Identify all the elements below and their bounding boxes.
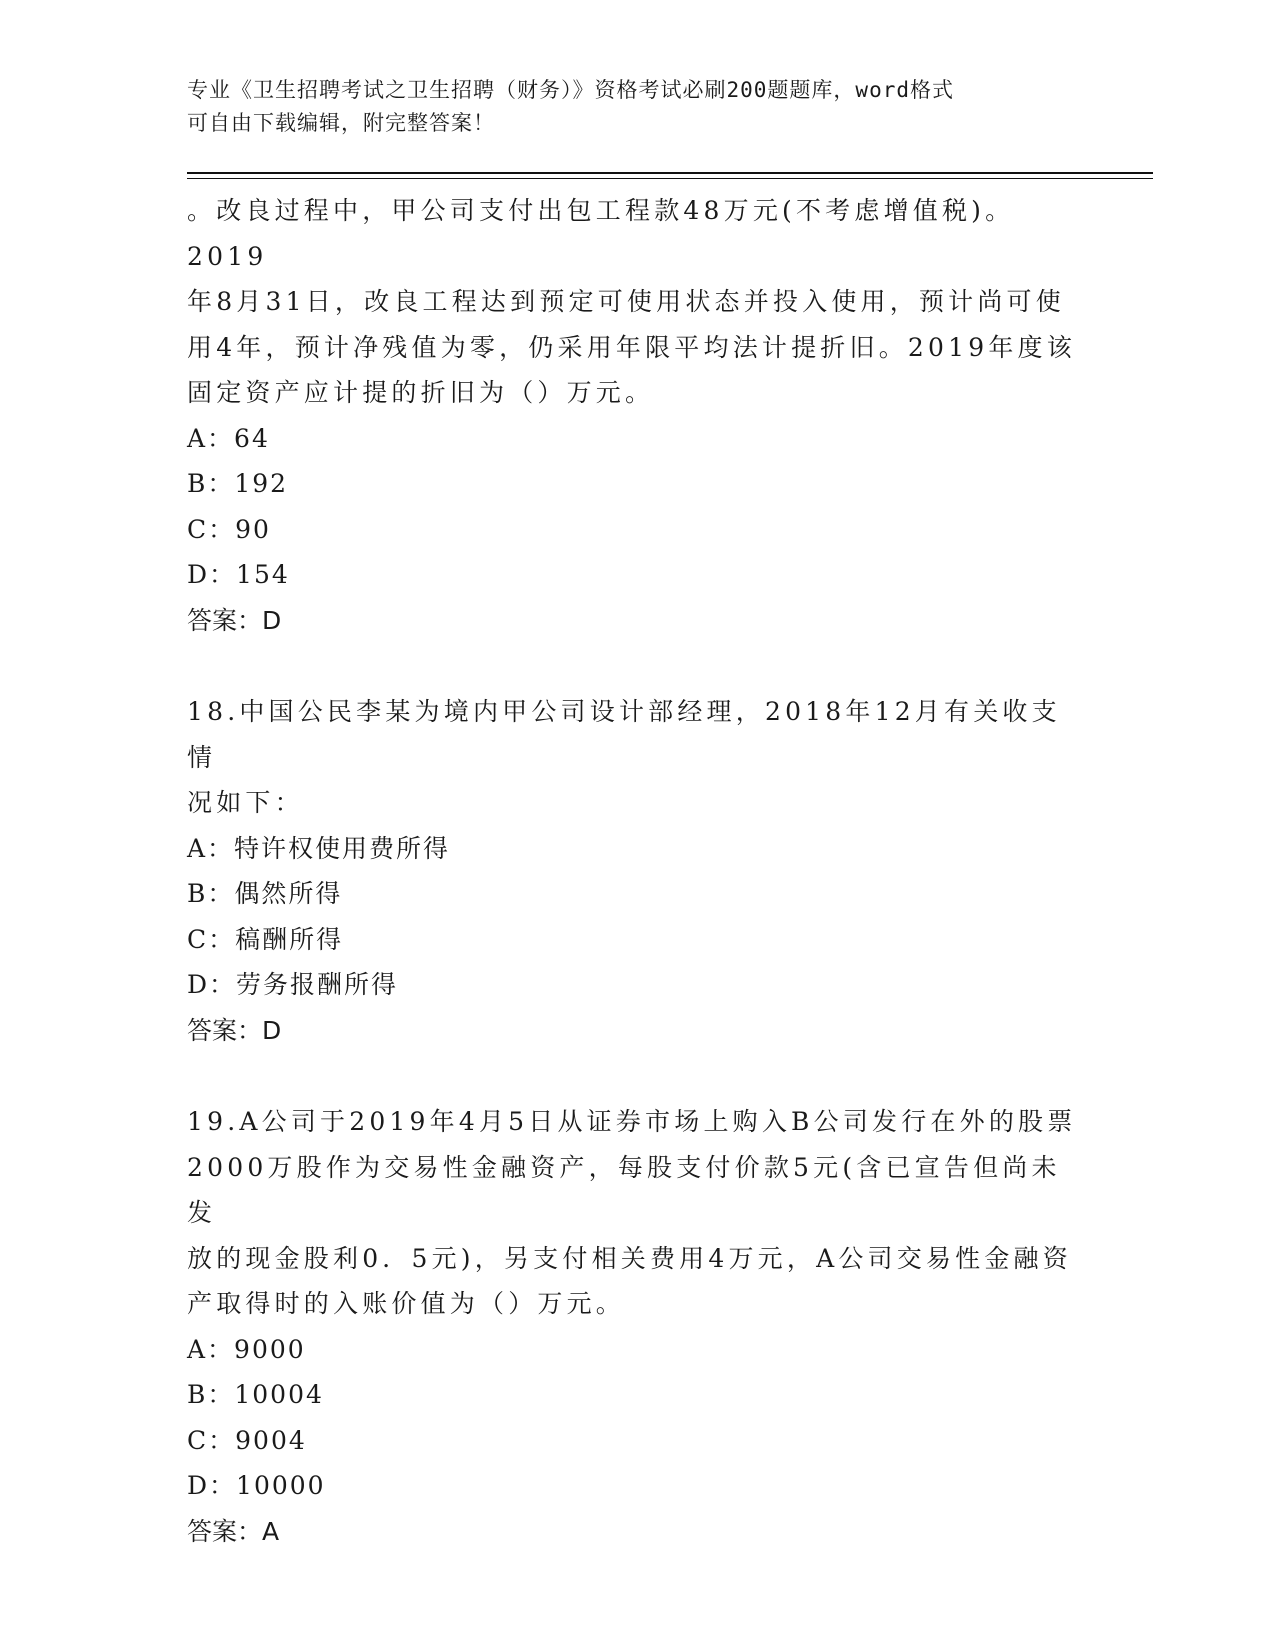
option-d: D：154 — [187, 560, 290, 589]
option-b: B：10004 — [187, 1380, 324, 1409]
document-body — [187, 188, 1087, 1554]
question-text-line: 19.A公司于2019年4月5日从证券市场上购入B公司发行在外的股票 — [187, 1107, 1077, 1136]
option-c: C：90 — [187, 514, 271, 544]
question-text-line: 固定资产应计提的折旧为（）万元。 — [187, 378, 655, 407]
question-19 — [187, 1099, 1087, 1554]
question-text-line: 用4年，预计净残值为零，仍采用年限平均法计提折旧。2019年度该 — [187, 332, 1076, 362]
header-rule-bottom — [187, 178, 1153, 179]
page-header — [187, 74, 1087, 140]
option-d: D：劳务报酬所得 — [187, 970, 399, 999]
option-c: C：9004 — [187, 1425, 307, 1455]
option-a: A：9000 — [187, 1334, 306, 1364]
option-d: D：10000 — [187, 1471, 326, 1500]
answer: 答案：A — [187, 1516, 280, 1546]
option-a: A：64 — [187, 423, 270, 453]
header-line-1: 专业《卫生招聘考试之卫生招聘（财务）》资格考试必刷200题题库，word格式 — [187, 78, 954, 102]
question-text-line: 年8月31日，改良工程达到预定可使用状态并投入使用，预计尚可使 — [187, 287, 1065, 316]
option-a: A：特许权使用费所得 — [187, 833, 451, 863]
header-rule-top — [187, 172, 1153, 174]
header-line-2: 可自由下载编辑，附完整答案！ — [187, 111, 495, 135]
question-text-line: 2000万股作为交易性金融资产，每股支付价款5元(含已宣告但尚未发 — [187, 1152, 1061, 1227]
question-18 — [187, 689, 1087, 1053]
answer: 答案：D — [187, 1015, 282, 1045]
option-b: B：192 — [187, 469, 289, 498]
question-17 — [187, 188, 1087, 643]
question-text-line: 况如下： — [187, 788, 304, 817]
spacer — [187, 643, 1087, 689]
option-b: B：偶然所得 — [187, 879, 343, 908]
question-text-line: 。改良过程中，甲公司支付出包工程款48万元(不考虑增值税)。2019 — [187, 196, 1015, 271]
spacer — [187, 1053, 1087, 1099]
question-text-line: 放的现金股利0．5元)，另支付相关费用4万元，A公司交易性金融资 — [187, 1243, 1072, 1273]
option-c: C：稿酬所得 — [187, 924, 344, 954]
question-text-line: 产取得时的入账价值为（）万元。 — [187, 1289, 626, 1318]
answer: 答案：D — [187, 605, 282, 635]
question-text-line: 18.中国公民李某为境内甲公司设计部经理，2018年12月有关收支情 — [187, 697, 1061, 772]
